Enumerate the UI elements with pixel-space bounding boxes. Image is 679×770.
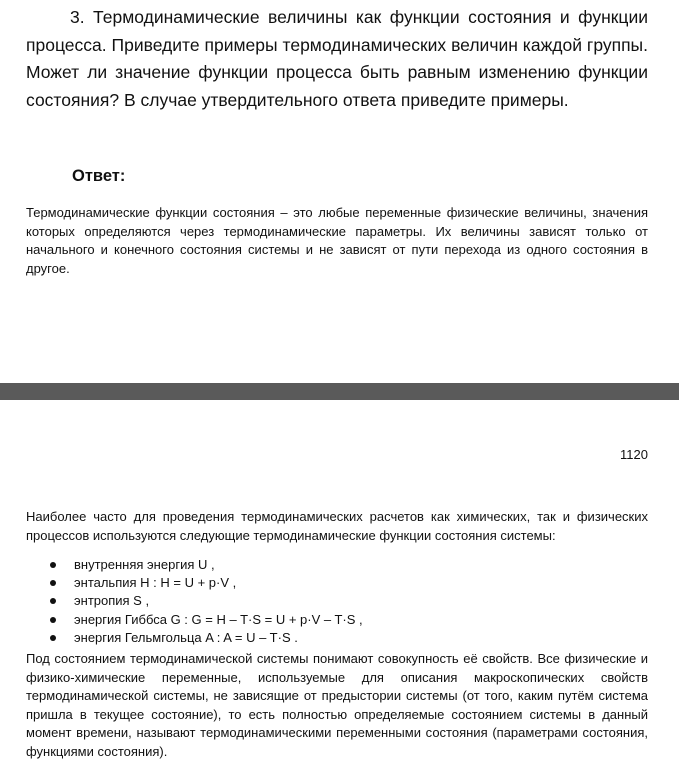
list-item (26, 629, 648, 647)
list-item-text: энтропия S , (74, 593, 150, 609)
answer-paragraph: Термодинамические функции состояния – это любые переменные физические величины, значения которых определяются через термодинамические параметры. Их величины зависят только от начального и конечного состояния системы и не зависят от пути перехода из одного состояния в другое. (26, 205, 648, 276)
bullet-icon (50, 598, 56, 604)
question-text: 3. Термодинамические величины как функции состояния и функции процесса. Приведите примеры термодинамических величин каждой группы. Может ли значение функции процесса быть равным изменению функции состояния? В случае утвердительного ответа приведите примеры. (26, 7, 648, 110)
list-item-text: энтальпия H : H = U + p·V , (74, 575, 237, 591)
page-separator (0, 383, 679, 400)
intro-paragraph: Наиболее часто для проведения термодинамических расчетов как химических, так и физических процессов используются следующие термодинамические функции состояния системы: (26, 509, 648, 543)
answer-heading: Ответ: (72, 167, 126, 185)
bullet-icon (50, 635, 56, 641)
list-item (26, 611, 648, 629)
document-page-top (0, 0, 679, 383)
document-page-bottom (0, 400, 679, 770)
page-number: 1120 (620, 447, 648, 462)
state-definition-paragraph: Под состоянием термодинамической системы понимают совокупность её свойств. Все физические и физико-химические переменные, используемые для описания макроскопических свойств термодинамической системы, не зависящие от предыстории системы (от того, каким путём система пришла в текущее состояние), то есть полностью определяемые состоянием системы в данный момент времени, называют термодинамическими переменными состояния (параметрами состояния, функциями состояния). (26, 651, 648, 759)
list-item (26, 592, 648, 610)
list-item (26, 574, 648, 592)
list-item-text: энергия Гельмгольца A : A = U – T·S . (74, 629, 298, 645)
list-item-text: внутренняя энергия U , (74, 557, 215, 572)
list-item (26, 556, 648, 574)
list-item-text: энергия Гиббса G : G = H – T·S = U + p·V – T·S , (74, 611, 363, 627)
state-functions-list (26, 556, 648, 647)
bullet-icon (50, 580, 56, 586)
bullet-icon (50, 617, 56, 623)
bullet-icon (50, 562, 56, 568)
